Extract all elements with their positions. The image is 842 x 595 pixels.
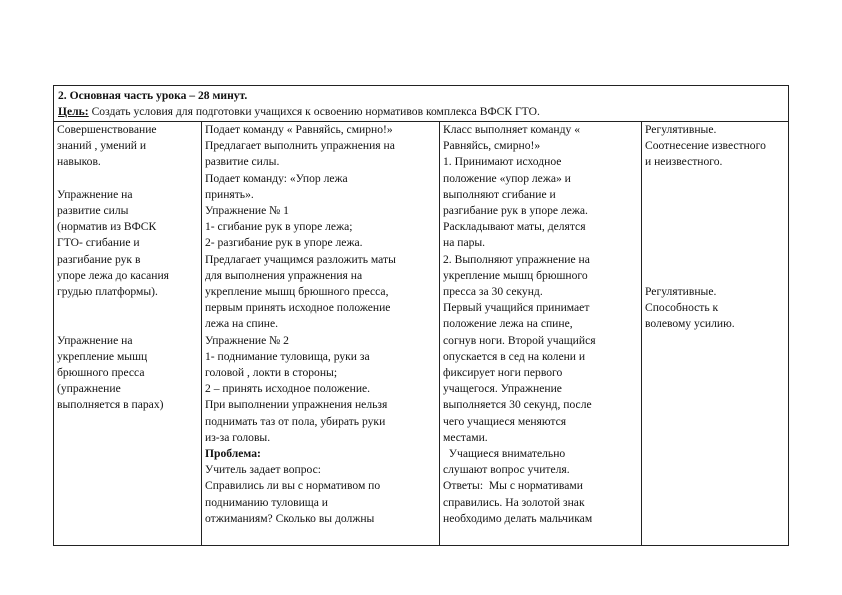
text-line: знаний , умений и: [57, 139, 147, 153]
text-line: Упражнение на: [57, 187, 133, 201]
text-line: Равняйсь, смирно!»: [443, 139, 541, 153]
text-line: Упражнение № 2: [205, 333, 289, 347]
text-line: Ответы: Мы с нормативами: [443, 479, 583, 493]
text-line: Предлагает выполнить упражнения на: [205, 139, 395, 153]
text-line: слушают вопрос учителя.: [443, 463, 570, 477]
goal-text: Создать условия для подготовки учащихся к освоению нормативов комплекса ВФСК ГТО.: [91, 105, 540, 118]
text-line: разгибание рук в: [57, 252, 141, 266]
text-line: укрепление мышц брюшного пресса,: [205, 285, 389, 299]
text-line: Способность к: [645, 301, 719, 315]
text-line: (упражнение: [57, 382, 121, 396]
text-line: выполняется 30 секунд, после: [443, 398, 592, 412]
text-line: на пары.: [443, 236, 486, 250]
text-line: необходимо делать мальчикам: [443, 511, 593, 525]
goal-label: Цель:: [58, 105, 89, 118]
text-line: 1- сгибание рук в упоре лежа;: [205, 220, 353, 234]
text-line: принять».: [205, 187, 254, 201]
text-line: разгибание рук в упоре лежа.: [443, 204, 588, 218]
text-line: брюшного пресса: [57, 366, 145, 379]
text-line: поднимать таз от пола, убирать руки: [205, 414, 386, 428]
text-line: и неизвестного.: [645, 155, 723, 169]
text-line: чего учащиеся меняются: [443, 414, 567, 428]
text-line: развитие силы: [57, 204, 129, 217]
text-line: Класс выполняет команду «: [443, 123, 581, 136]
text-line: местами.: [443, 430, 488, 444]
text-line: При выполнении упражнения нельзя: [205, 398, 388, 412]
text-line: опускается в сед на колени и: [443, 349, 586, 363]
text-line: положение лежа на спине,: [443, 317, 573, 331]
text-line: Регулятивные.: [645, 123, 717, 136]
text-line: ГТО- сгибание и: [57, 236, 140, 250]
text-line: Учащиеся внимательно: [443, 447, 566, 461]
text-line: учащегося. Упражнение: [443, 382, 562, 396]
text-line: первым принять исходное положение: [205, 301, 391, 315]
text-line: пресса за 30 секунд.: [443, 285, 543, 299]
text-line: выполняют сгибание и: [443, 187, 556, 201]
text-line: для выполнения упражнения на: [205, 268, 363, 282]
text-line: грудью платформы).: [57, 285, 158, 299]
text-line: навыков.: [57, 155, 101, 169]
lesson-plan-table: [53, 85, 789, 546]
text-line: Раскладывают маты, делятся: [443, 220, 586, 234]
text-line: 1. Принимают исходное: [443, 155, 562, 169]
text-line: 2. Выполняют упражнение на: [443, 252, 590, 266]
text-line: Подает команду « Равняйсь, смирно!»: [205, 123, 393, 136]
text-line: головой , локти в стороны;: [205, 366, 338, 380]
text-line: лежа на спине.: [205, 317, 279, 331]
column-outcomes: [641, 122, 788, 545]
text-line: справились. На золотой знак: [443, 495, 585, 509]
text-line: подниманию туловища и: [205, 495, 328, 509]
text-line: 2- разгибание рук в упоре лежа.: [205, 236, 363, 250]
column-students: [439, 122, 641, 545]
text-line: выполняется в парах): [57, 398, 164, 412]
text-line: отжиманиям? Сколько вы должны: [205, 511, 375, 525]
text-line: Совершенствование: [57, 123, 157, 136]
text-line: Регулятивные.: [645, 284, 717, 298]
column-teacher: [201, 122, 439, 545]
section-title: 2. Основная часть урока – 28 минут.: [58, 89, 248, 102]
text-line: из-за головы.: [205, 430, 271, 444]
text-line: 2 – принять исходное положение.: [205, 382, 371, 396]
text-line: 1- поднимание туловища, руки за: [205, 349, 370, 363]
text-line: Предлагает учащимся разложить маты: [205, 252, 396, 266]
text-line: укрепление мышц: [57, 349, 148, 363]
text-line: фиксирует ноги первого: [443, 366, 563, 380]
text-line: Справились ли вы с нормативом по: [205, 479, 381, 493]
text-line: согнув ноги. Второй учащийся: [443, 333, 596, 347]
column-stage: [54, 122, 201, 545]
text-line: (норматив из ВФСК: [57, 220, 157, 234]
text-line: Упражнение на: [57, 333, 133, 347]
goal-line: [58, 104, 788, 120]
text-line: укрепление мышц брюшного: [443, 268, 588, 282]
text-line: Соотнесение известного: [645, 139, 766, 153]
text-line: Упражнение № 1: [205, 204, 289, 218]
text-line: Первый учащийся принимает: [443, 301, 590, 315]
problem-label: Проблема:: [205, 447, 261, 461]
text-line: Учитель задает вопрос:: [205, 463, 321, 477]
text-line: положение «упор лежа» и: [443, 171, 571, 185]
text-line: развитие силы.: [205, 155, 280, 169]
text-line: волевому усилию.: [645, 317, 735, 331]
section-header: [54, 86, 788, 122]
text-line: упоре лежа до касания: [57, 268, 169, 282]
text-line: Подает команду: «Упор лежа: [205, 171, 348, 185]
